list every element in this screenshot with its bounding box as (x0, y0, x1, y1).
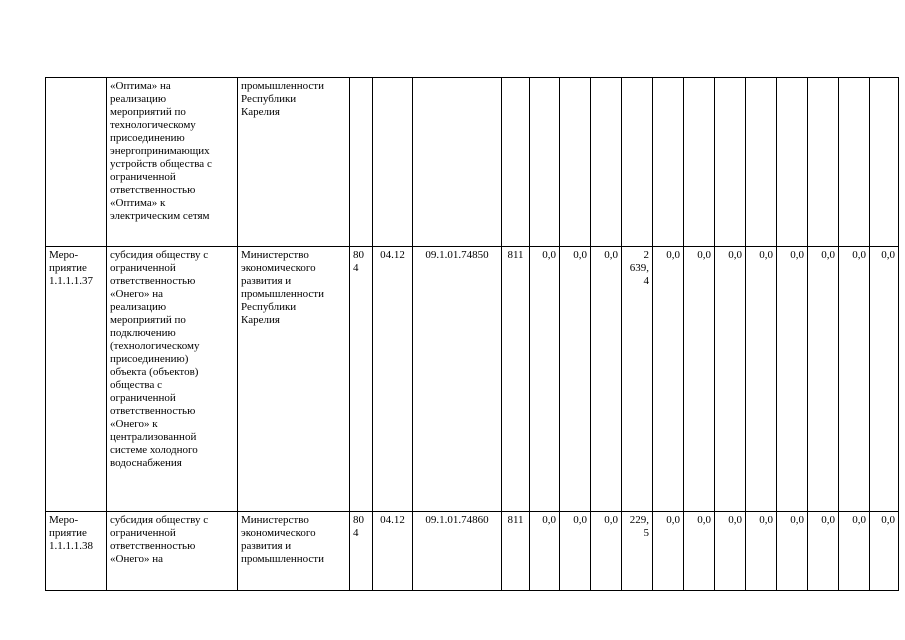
row-value-cell: 0,0 (808, 247, 839, 512)
row-value-cell: 0,0 (870, 512, 899, 591)
row-value-cell: 0,0 (653, 512, 684, 591)
row-csr-cell: 09.1.01.74860 (413, 512, 502, 591)
row-value-cell: 0,0 (839, 512, 870, 591)
row-value-cell: 0,0 (839, 247, 870, 512)
row-executor-cell: Министерство экономического развития и промышленности (238, 512, 350, 591)
row-value-cell: 0,0 (530, 247, 560, 512)
row-value-cell: 229, 5 (622, 512, 653, 591)
row-executor-cell: промышленности Республики Карелия (238, 78, 350, 247)
row-value-cell (870, 78, 899, 247)
row-value-cell (839, 78, 870, 247)
row-value-cell: 0,0 (684, 247, 715, 512)
row-value-cell: 0,0 (715, 247, 746, 512)
row-id-cell (46, 78, 107, 247)
row-value-cell: 0,0 (715, 512, 746, 591)
row-value-cell: 0,0 (777, 247, 808, 512)
row-value-cell: 0,0 (653, 247, 684, 512)
row-value-cell: 2 639, 4 (622, 247, 653, 512)
row-value-cell (684, 78, 715, 247)
row-name-cell: субсидия обществу с ограниченной ответственностью «Онего» на реализацию мероприятий по подключению (технологическому присоединению) объекта (объектов) общества с ограниченной ответственностью «Онего» к централизованной системе холодного водоснабжения (107, 247, 238, 512)
row-value-cell (622, 78, 653, 247)
row-value-cell (746, 78, 777, 247)
row-value-cell (777, 78, 808, 247)
row-value-cell: 0,0 (591, 512, 622, 591)
row-value-cell: 0,0 (777, 512, 808, 591)
table-row (46, 78, 899, 247)
row-value-cell (715, 78, 746, 247)
row-executor-cell: Министерство экономического развития и промышленности Республики Карелия (238, 247, 350, 512)
row-value-cell (530, 78, 560, 247)
row-rzpr-cell: 04.12 (373, 512, 413, 591)
row-name-cell: «Оптима» на реализацию мероприятий по технологическому присоединению энергопринимающих устройств общества с ограниченной ответственностью «Оптима» к электрическим сетям (107, 78, 238, 247)
row-value-cell: 0,0 (808, 512, 839, 591)
row-vr-cell: 811 (502, 512, 530, 591)
budget-table (45, 77, 899, 591)
row-id-cell: Меро- приятие 1.1.1.1.37 (46, 247, 107, 512)
row-rzpr-cell: 04.12 (373, 247, 413, 512)
row-value-cell: 0,0 (684, 512, 715, 591)
row-csr-cell (413, 78, 502, 247)
row-value-cell: 0,0 (530, 512, 560, 591)
row-grbs-cell: 80 4 (350, 512, 373, 591)
row-rzpr-cell (373, 78, 413, 247)
row-value-cell: 0,0 (560, 512, 591, 591)
row-value-cell: 0,0 (870, 247, 899, 512)
row-value-cell (591, 78, 622, 247)
row-name-cell: субсидия обществу с ограниченной ответственностью «Онего» на (107, 512, 238, 591)
row-value-cell (560, 78, 591, 247)
table-row (46, 247, 899, 512)
row-grbs-cell (350, 78, 373, 247)
row-id-cell: Меро- приятие 1.1.1.1.38 (46, 512, 107, 591)
row-value-cell (808, 78, 839, 247)
row-value-cell (653, 78, 684, 247)
row-value-cell: 0,0 (591, 247, 622, 512)
row-value-cell: 0,0 (746, 247, 777, 512)
row-vr-cell (502, 78, 530, 247)
row-value-cell: 0,0 (746, 512, 777, 591)
row-vr-cell: 811 (502, 247, 530, 512)
row-csr-cell: 09.1.01.74850 (413, 247, 502, 512)
row-grbs-cell: 80 4 (350, 247, 373, 512)
table-row (46, 512, 899, 591)
row-value-cell: 0,0 (560, 247, 591, 512)
